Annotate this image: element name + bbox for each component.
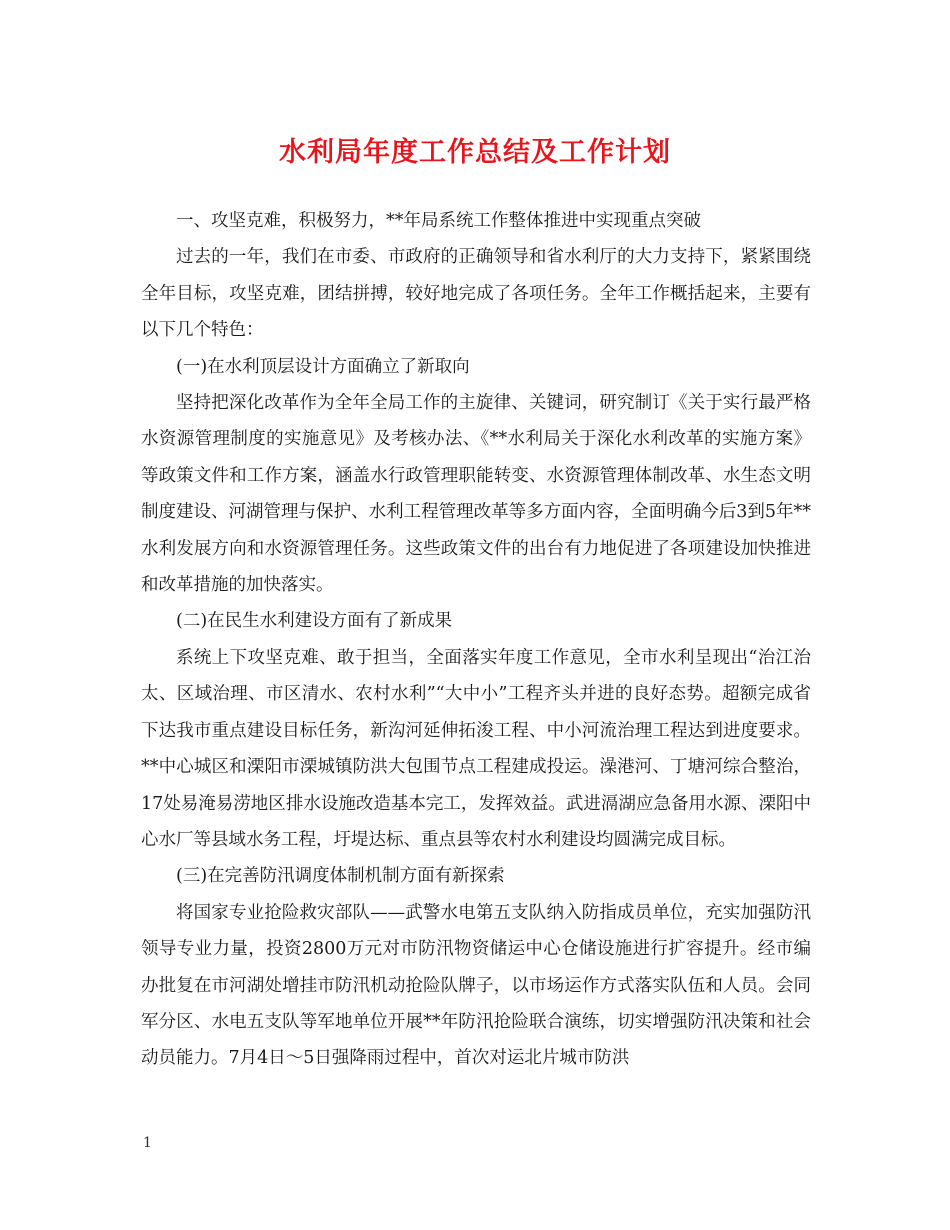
- paragraph-flood-control: 将国家专业抢险救灾部队——武警水电第五支队纳入防指成员单位，充实加强防汛领导专业力量，投资2800万元对市防汛物资储运中心仓储设施进行扩容提升。经市编办批复在市河湖处增挂市防汛机动抢险队牌子，以市场运作方式落实队伍和人员。会同军分区、水电五支队等军地单位开展**年防汛抢险联合演练，切实增强防汛决策和社会动员能力。7月4日～5日强降雨过程中，首次对运北片城市防洪: [141, 902, 811, 1069]
- subsection-heading-2: (二)在民生水利建设方面有了新成果: [176, 611, 453, 632]
- paragraph-livelihood: 系统上下攻坚克难、敢于担当，全面落实年度工作意见，全市水利呈现出“治江治太、区域治理、市区清水、农村水利”“大中小”工程齐头并进的良好态势。超额完成省下达我市重点建设目标任务，新沟河延伸拓浚工程、中小河流治理工程达到进度要求。**中心城区和溧阳市溧城镇防洪大包围节点工程建成投运。澡港河、丁塘河综合整治，17处易淹易涝地区排水设施改造基本完工，发挥效益。武进滆湖应急备用水源、溧阳中心水厂等县域水务工程，圩堤达标、重点县等农村水利建设均圆满完成目标。: [141, 647, 811, 850]
- page-number: 1: [143, 1135, 152, 1151]
- document-body: [141, 203, 811, 1077]
- section-heading-1: 一、攻坚克难，积极努力，**年局系统工作整体推进中实现重点突破: [176, 211, 701, 231]
- paragraph-intro: 过去的一年，我们在市委、市政府的正确领导和省水利厅的大力支持下，紧紧围绕全年目标，攻坚克难，团结拼搏，较好地完成了各项任务。全年工作概括起来，主要有以下几个特色：: [141, 247, 811, 341]
- paragraph-reform: 坚持把深化改革作为全年全局工作的主旋律、关键词，研究制订《关于实行最严格水资源管理制度的实施意见》及考核办法、《**水利局关于深化水利改革的实施方案》等政策文件和工作方案，涵盖水行政管理职能转变、水资源管理体制改革、水生态文明制度建设、河湖管理与保护、水利工程管理改革等多方面内容，全面明确今后3到5年**水利发展方向和水资源管理任务。这些政策文件的出台有力地促进了各项建设加快推进和改革措施的加快落实。: [141, 393, 811, 596]
- subsection-heading-3: (三)在完善防汛调度体制机制方面有新探索: [176, 866, 505, 887]
- subsection-heading-1: (一)在水利顶层设计方面确立了新取向: [176, 356, 470, 377]
- document-title: 水利局年度工作总结及工作计划: [279, 137, 671, 168]
